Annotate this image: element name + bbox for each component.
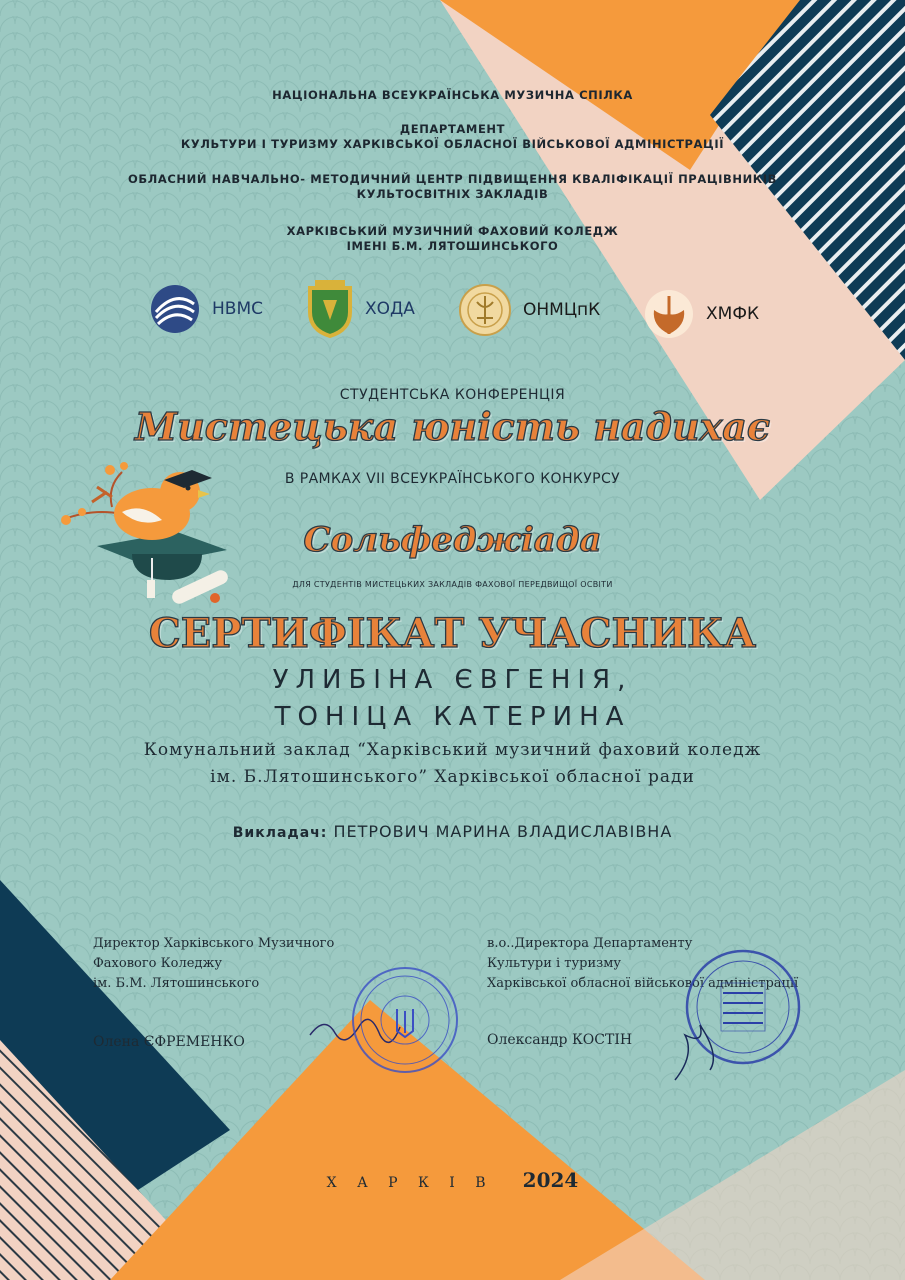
header-line-3: КУЛЬТУРИ І ТУРИЗМУ ХАРКІВСЬКОЇ ОБЛАСНОЇ ВІЙСЬКОВОЇ АДМІНІСТРАЦІЇ [180,137,725,151]
header-line-4: ОБЛАСНИЙ НАВЧАЛЬНО- МЕТОДИЧНИЙ ЦЕНТР ПІДВИЩЕННЯ КВАЛІФІКАЦІЇ ПРАЦІВНИКІВ [127,172,778,186]
logo-hoda [305,280,415,338]
header-line-1: НАЦІОНАЛЬНА ВСЕУКРАЇНСЬКА МУЗИЧНА СПІЛКА [272,88,633,102]
left-signatory-block [93,934,334,994]
contest-audience: ДЛЯ СТУДЕНТІВ МИСТЕЦЬКИХ ЗАКЛАДІВ ФАХОВОЇ ПЕРЕДВИЩОЇ ОСВІТИ [292,580,613,589]
right-signatory-name: Олександр КОСТІН [487,1032,633,1048]
header-line-7: ІМЕНІ Б.М. ЛЯТОШИНСЬКОГО [346,239,559,253]
footer-year: 2024 [522,1168,579,1192]
logo-label-hmfk: ХМФК [706,304,760,324]
nvms-logo-icon [148,282,202,336]
left-signatory-name: Олена ЄФРЕМЕНКО [93,1034,245,1050]
contest-title: Сольфеджіада [303,520,602,560]
participant-name-1: УЛИБІНА ЄВГЕНІЯ, [272,665,633,695]
conference-frame: В РАМКАХ VII ВСЕУКРАЇНСЬКОГО КОНКУРСУ [284,471,621,487]
footer-city: Х А Р К І В [326,1175,494,1191]
footer [0,1168,905,1192]
header-line-6: ХАРКІВСЬКИЙ МУЗИЧНИЙ ФАХОВИЙ КОЛЕДЖ [286,224,619,238]
conference-title: Мистецька юність надихає [135,404,770,449]
institution-line-1: Комунальний заклад “Харківський музичний фаховий коледж [143,740,762,760]
right-signatory-line-2: Культури і туризму [487,956,621,971]
left-signatory-line-1: Директор Харківського Музичного [93,936,335,951]
left-signatory-line-3: ім. Б.М. Лятошинського [93,976,260,991]
certificate-title: СЕРТИФІКАТ УЧАСНИКА [148,610,757,657]
conference-subtitle: СТУДЕНТСЬКА КОНФЕРЕНЦІЯ [339,387,566,403]
logo-onmc [457,282,600,338]
coat-of-arms-icon [305,280,355,338]
logo-label-hoda: ХОДА [365,299,415,319]
teacher-name: ПЕТРОВИЧ МАРИНА ВЛАДИСЛАВІВНА [333,822,673,841]
right-signatory-line-1: в.о..Директора Департаменту [487,936,693,951]
hmfk-logo-icon [642,288,696,340]
teacher-label: Викладач: [232,825,328,841]
onmc-emblem-icon [457,282,513,338]
left-signatory-line-2: Фахового Коледжу [93,956,223,971]
logo-label-onmc: ОНМЦпК [523,300,601,320]
teacher-line [0,822,905,841]
right-signatory-line-3: Харківської обласної військової адміністрації [487,976,799,991]
institution-line-2: ім. Б.Лятошинського” Харківської обласної ради [210,767,695,787]
participant-name-2: ТОНІЦА КАТЕРИНА [274,702,631,732]
logo-hmfk [642,288,759,340]
header-line-2: ДЕПАРТАМЕНТ [399,122,506,136]
left-stamp-signature [300,965,470,1075]
logo-nvms [148,282,263,336]
header-line-5: КУЛЬТОСВІТНІХ ЗАКЛАДІВ [356,187,549,201]
logo-label-nvms: НВМС [212,299,263,319]
right-stamp-signature [665,945,805,1085]
